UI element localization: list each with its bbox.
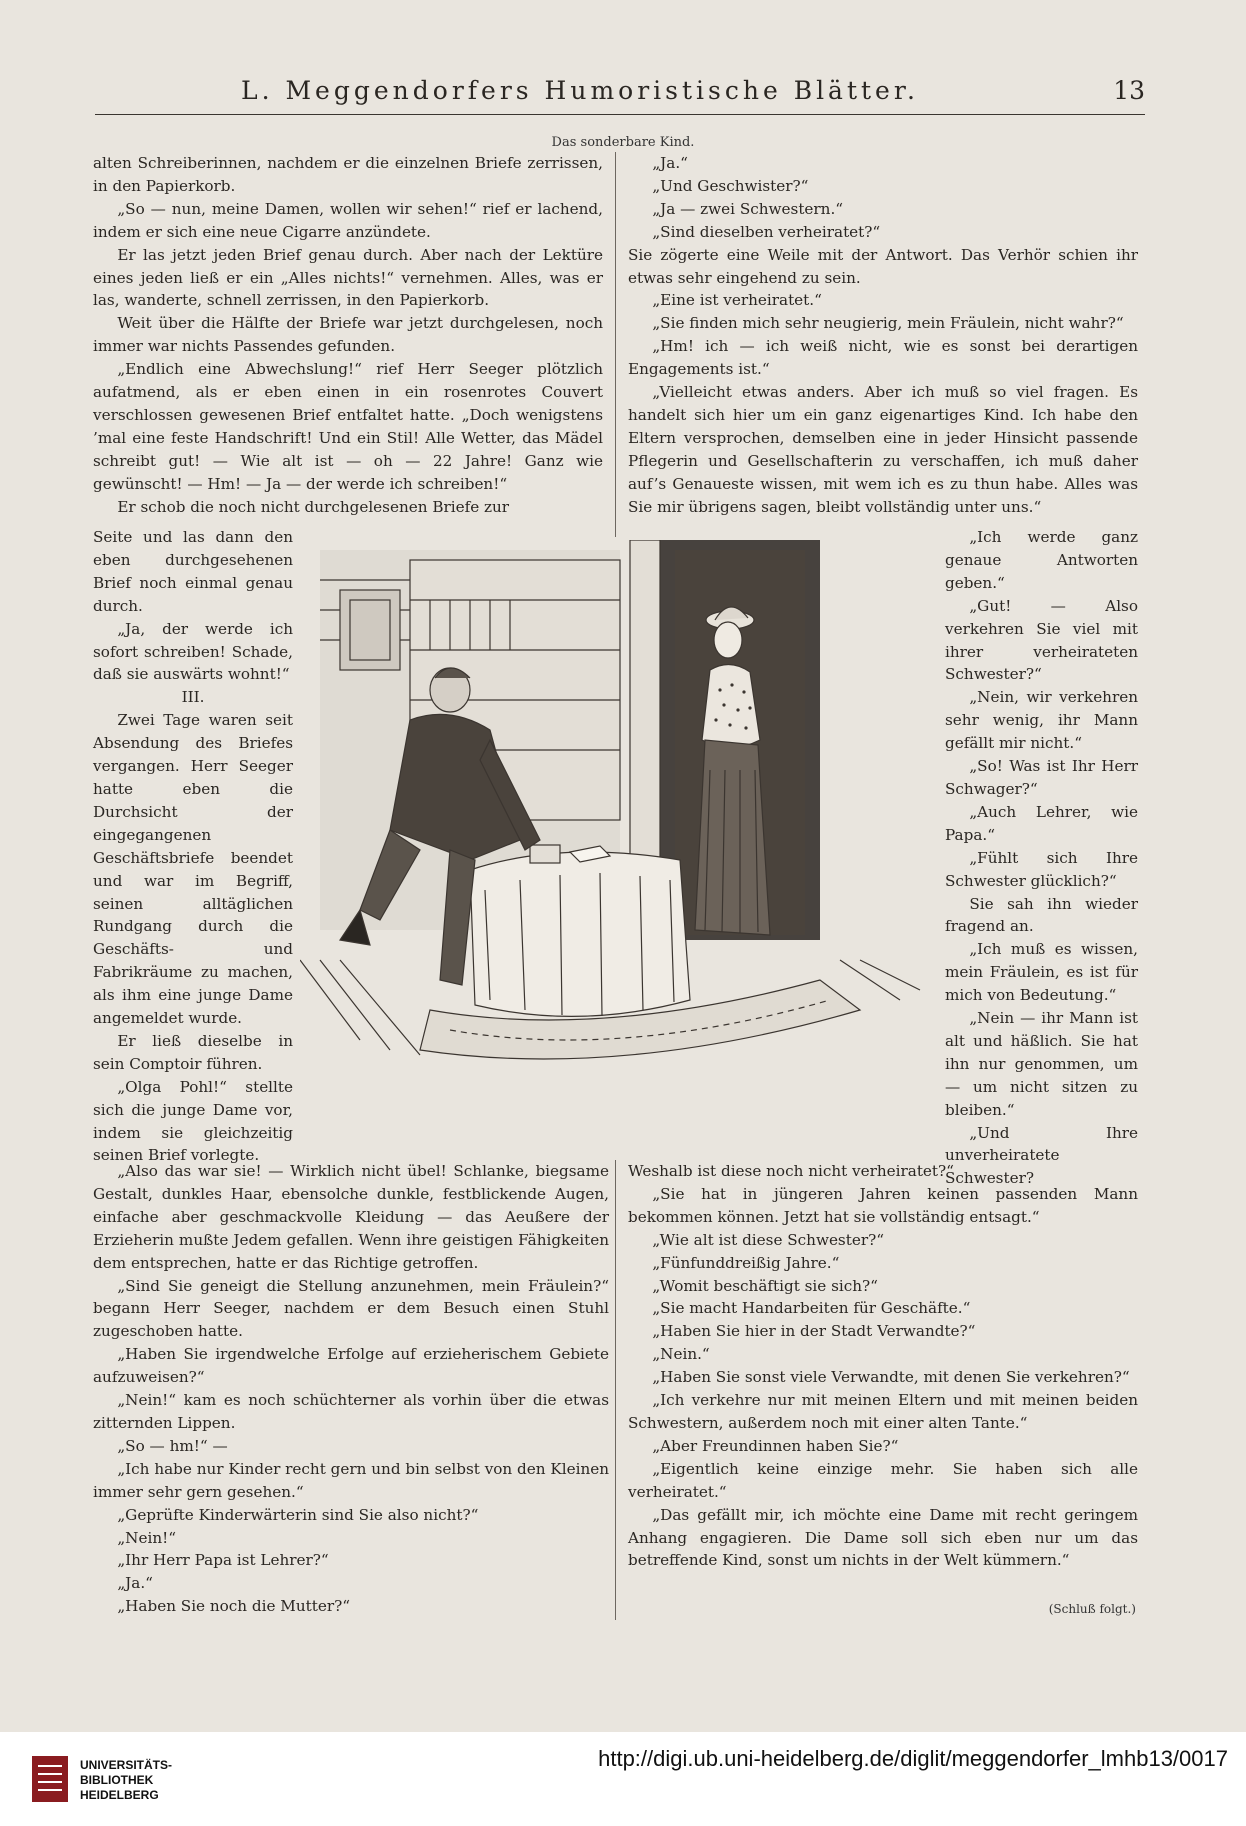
library-name xyxy=(80,1758,172,1803)
paragraph: Er schob die noch nicht durchgelesenen Briefe zur xyxy=(117,497,510,516)
paragraph: „Ich habe nur Kinder recht gern und bin selbst von den Kleinen immer sehr gern gesehen.“ xyxy=(93,1459,609,1501)
paragraph: „Fünfunddreißig Jahre.“ xyxy=(652,1253,840,1272)
paragraph: „Wie alt ist diese Schwester?“ xyxy=(652,1230,884,1249)
paragraph: „Vielleicht etwas anders. Aber ich muß so viel fragen. Es handelt sich hier um ein ganz eigenartiges Kind. Ich habe den Eltern versprochen, demselben eine in jeder Hinsicht passende Pflegerin und Gesellschafterin zu verschaffen, ich muß daher auf’s Genaueste wissen, mit wem ich es zu thun habe. Alles was Sie mir übrigens sagen, bleibt vollständig unter uns.“ xyxy=(628,383,1138,516)
paragraph: Weit über die Hälfte der Briefe war jetzt durchgelesen, noch immer war nichts Passendes gefunden. xyxy=(93,314,603,356)
column-divider-bottom xyxy=(615,1160,616,1620)
right-column-bottom xyxy=(628,1160,1138,1572)
paragraph: „So — hm!“ — xyxy=(117,1436,228,1455)
paragraph: „Nein!“ kam es noch schüchterner als vorhin über die etwas zitternden Lippen. xyxy=(93,1391,609,1432)
story-title: Das sonderbare Kind. xyxy=(551,135,695,150)
paragraph: „Sie finden mich sehr neugierig, mein Fräulein, nicht wahr?“ xyxy=(652,314,1124,333)
paragraph: „Gut! — Also verkehren Sie viel mit ihrer verheirateten Schwester?“ xyxy=(945,596,1138,684)
paragraph: „So! Was ist Ihr Herr Schwager?“ xyxy=(945,757,1138,798)
paragraph: „Ich muß es wissen, mein Fräulein, es ist für mich von Bedeutung.“ xyxy=(945,940,1138,1005)
paragraph: „Fühlt sich Ihre Schwester glücklich?“ xyxy=(945,848,1138,890)
paragraph: „Ich verkehre nur mit meinen Eltern und mit meinen beiden Schwestern, außerdem noch mit einer alten Tante.“ xyxy=(628,1391,1138,1432)
magazine-title: L. Meggendorfers Humoristische Blätter. xyxy=(240,76,920,105)
paragraph: „Haben Sie hier in der Stadt Verwandte?“ xyxy=(652,1322,976,1341)
paragraph: „Hm! ich — ich weiß nicht, wie es sonst bei derartigen Engagements ist.“ xyxy=(628,337,1138,379)
paragraph: „Haben Sie sonst viele Verwandte, mit denen Sie verkehren?“ xyxy=(652,1368,1130,1387)
paragraph: „So — nun, meine Damen, wollen wir sehen!“ rief er lachend, indem er sich eine neue Cigarre anzündete. xyxy=(93,199,603,241)
paragraph: Seite und las dann den eben durchgesehenen Brief noch einmal genau durch. xyxy=(93,528,293,615)
continued-note: (Schluß folgt.) xyxy=(1048,1602,1136,1616)
paragraph: „Haben Sie noch die Mutter?“ xyxy=(117,1597,351,1616)
paragraph: „Auch Lehrer, wie Papa.“ xyxy=(945,802,1138,844)
library-logo-icon xyxy=(30,1754,70,1804)
paragraph: „Aber Freundinnen haben Sie?“ xyxy=(652,1436,899,1455)
paragraph: „Ja.“ xyxy=(652,154,688,172)
page-header xyxy=(95,72,1145,115)
paragraph: „Eine ist verheiratet.“ xyxy=(652,291,822,310)
paragraph: „Und Geschwister?“ xyxy=(652,176,809,195)
left-column-top xyxy=(93,152,603,519)
paragraph: „Ja — zwei Schwestern.“ xyxy=(652,199,844,218)
library-name-line: BIBLIOTHEK xyxy=(80,1773,154,1787)
paragraph: alten Schreiberinnen, nachdem er die einzelnen Briefe zerrissen, in den Papierkorb. xyxy=(93,154,603,195)
paragraph: „Ich werde ganz genaue Antworten geben.“ xyxy=(945,528,1138,592)
source-url-link[interactable]: http://digi.ub.uni-heidelberg.de/diglit/meggendorfer_lmhb13/0017 xyxy=(598,1746,1228,1771)
right-column-narrow xyxy=(945,526,1138,1190)
paragraph: Sie sah ihn wieder fragend an. xyxy=(945,894,1138,936)
library-name-line: HEIDELBERG xyxy=(80,1788,159,1802)
paragraph: „Sie hat in jüngeren Jahren keinen passenden Mann bekommen können. Jetzt hat sie vollständig entsagt.“ xyxy=(628,1184,1138,1226)
illustration-office-scene xyxy=(300,540,940,1160)
paragraph: „Geprüfte Kinderwärterin sind Sie also nicht?“ xyxy=(117,1505,479,1524)
paragraph: „Nein, wir verkehren sehr wenig, ihr Mann gefällt mir nicht.“ xyxy=(945,688,1138,753)
paragraph: Sie zögerte eine Weile mit der Antwort. Das Verhör schien ihr etwas sehr eingehend zu sein. xyxy=(628,245,1138,287)
column-divider xyxy=(615,152,616,537)
library-footer xyxy=(0,1732,1246,1826)
paragraph: „Ja, der werde ich sofort schreiben! Schade, daß sie auswärts wohnt!“ xyxy=(93,619,293,684)
paragraph: „Ja.“ xyxy=(117,1574,153,1593)
paragraph: „Endlich eine Abwechslung!“ rief Herr Seeger plötzlich aufatmend, als er eben einen in ein rosenrotes Couvert verschlossen gewesenen Brief entfaltet hatte. „Doch wenigstens ’mal eine feste Handschrift! Und ein Stil! Alle Wetter, das Mädel schreibt gut! — Wie alt ist — oh — 22 Jahre! Ganz wie gewünscht! — Hm! — Ja — der werde ich schreiben!“ xyxy=(93,360,603,493)
paragraph: „Eigentlich keine einzige mehr. Sie haben sich alle verheiratet.“ xyxy=(628,1459,1138,1501)
paragraph: „Nein.“ xyxy=(652,1345,710,1364)
paragraph: „Haben Sie irgendwelche Erfolge auf erzieherischem Gebiete aufzuweisen?“ xyxy=(93,1345,609,1387)
paragraph: „Nein — ihr Mann ist alt und häßlich. Sie hat ihn nur genommen, um — um nicht sitzen zu bleiben.“ xyxy=(945,1009,1138,1119)
paragraph: „Nein!“ xyxy=(117,1528,176,1547)
paragraph: Weshalb ist diese noch nicht verheiratet?“ xyxy=(628,1162,954,1180)
paragraph: „Sind Sie geneigt die Stellung anzunehmen, mein Fräulein?“ begann Herr Seeger, nachdem er dem Besuch einen Stuhl zugeschoben hatte. xyxy=(93,1276,609,1341)
paragraph: III. xyxy=(181,688,205,707)
left-column-narrow xyxy=(93,526,293,1167)
paragraph: „Und Ihre unverheiratete Schwester? xyxy=(945,1123,1138,1188)
paragraph: „Sie macht Handarbeiten für Geschäfte.“ xyxy=(652,1299,971,1318)
paragraph: Er las jetzt jeden Brief genau durch. Aber nach der Lektüre eines jeden ließ er ein „Alles nichts!“ vernehmen. Alles, was er las, wanderte, schnell zerrissen, in den Papierkorb. xyxy=(93,245,603,310)
paragraph: „Ihr Herr Papa ist Lehrer?“ xyxy=(117,1551,329,1570)
paragraph: „Das gefällt mir, ich möchte eine Dame mit recht geringem Anhang engagieren. Die Dame soll sich eben nur um das betreffende Kind, sonst um nichts in der Welt kümmern.“ xyxy=(628,1505,1138,1570)
paragraph: „Olga Pohl!“ stellte sich die junge Dame vor, indem sie gleichzeitig seinen Brief vorlegte. xyxy=(93,1077,293,1165)
paragraph: „Also das war sie! — Wirklich nicht übel! Schlanke, biegsame Gestalt, dunkles Haar, ebensolche dunkle, festblickende Augen, einfache aber geschmackvolle Kleidung — das Aeußere der Erzieherin mußte Jedem gefallen. Wenn ihre geistigen Fähigkeiten dem entsprechen, hatte er das Richtige getroffen. xyxy=(93,1162,609,1272)
page-number: 13 xyxy=(1113,76,1145,105)
right-column-top xyxy=(628,152,1138,519)
paragraph: „Sind dieselben verheiratet?“ xyxy=(652,222,881,241)
paragraph: „Womit beschäftigt sie sich?“ xyxy=(652,1276,878,1295)
paragraph: Er ließ dieselbe in sein Comptoir führen. xyxy=(93,1031,293,1073)
left-column-bottom xyxy=(93,1160,609,1618)
library-name-line: UNIVERSITÄTS- xyxy=(80,1758,173,1772)
paragraph: Zwei Tage waren seit Absendung des Briefes vergangen. Herr Seeger hatte eben die Durchsicht der eingegangenen Geschäftsbriefe beendet und war im Begriff, seinen alltäglichen Rundgang durch die Geschäfts- und Fabrikräume zu machen, als ihm eine junge Dame angemeldet wurde. xyxy=(93,711,293,1028)
